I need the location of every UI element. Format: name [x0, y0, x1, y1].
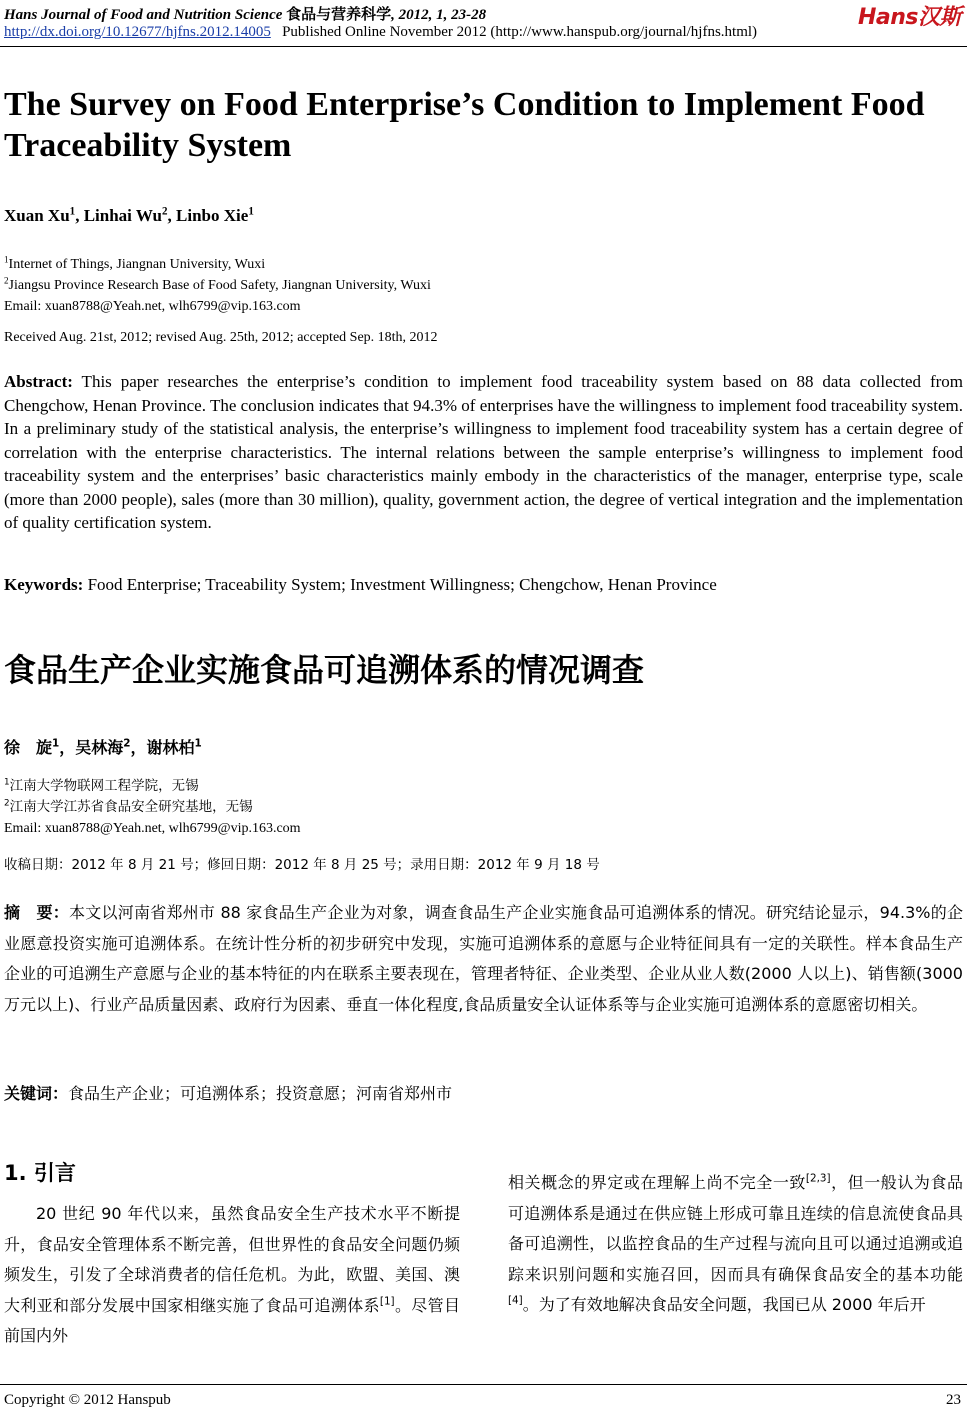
body-text: 。为了有效地解决食品安全问题，我国已从 2000 年后开: [522, 1295, 926, 1314]
affiliations-cn: [4, 776, 301, 839]
authors-cn: [4, 735, 202, 758]
hans-logo: Hans汉斯: [857, 5, 961, 30]
affiliation: [4, 776, 301, 797]
author-sep: ,: [167, 206, 177, 225]
keywords-cn-text: 食品生产企业；可追溯体系；投资意愿；河南省郑州市: [68, 1084, 453, 1103]
author-aff: 1: [69, 205, 76, 218]
header-rule: [0, 46, 967, 47]
section-heading: 1. 引言: [4, 1161, 76, 1185]
journal-name-cn: 食品与营养科学: [286, 7, 392, 23]
section1-right-column: [508, 1168, 963, 1321]
aff-text: 江南大学江苏省食品安全研究基地，无锡: [9, 799, 253, 815]
author-sep: ，: [130, 738, 147, 757]
author-sep: ,: [75, 206, 84, 225]
journal-name: Hans Journal of Food and Nutrition Science: [4, 7, 283, 23]
abstract-en: [4, 370, 963, 535]
keywords-cn-label: 关键词：: [4, 1084, 69, 1103]
abstract-label: Abstract:: [4, 372, 73, 391]
citation[interactable]: [1]: [379, 1295, 395, 1308]
author-sep: ，: [59, 738, 76, 757]
aff-num: 2: [4, 275, 9, 286]
aff-text: Jiangsu Province Research Base of Food Safety, Jiangnan University, Wuxi: [8, 278, 431, 293]
author-aff: 1: [52, 737, 60, 750]
paper-title-en: The Survey on Food Enterprise’s Condition to Implement Food Traceability System: [4, 86, 925, 164]
received-en: Received Aug. 21st, 2012; revised Aug. 25th, 2012; accepted Sep. 18th, 2012: [4, 330, 438, 345]
received-cn: 收稿日期：2012 年 8 月 21 号；修回日期：2012 年 8 月 25 号；录用日期：2012 年 9 月 18 号: [4, 857, 600, 873]
footer-rule: [0, 1384, 967, 1385]
aff-num: 1: [4, 777, 10, 788]
journal-header: [4, 3, 486, 24]
email-cn: Email: xuan8788@Yeah.net, wlh6799@vip.163.com: [4, 821, 301, 836]
author-name: Xuan Xu: [4, 206, 70, 225]
paper-title-cn: 食品生产企业实施食品可追溯体系的情况调查: [4, 651, 645, 689]
abstract-cn-text: 本文以河南省郑州市 88 家食品生产企业为对象，调查食品生产企业实施食品可追溯体系的情况。研究结论显示，94.3%的企业愿意投资实施可追溯体系。在统计性分析的初步研究中发现，实施可追溯体系的意愿与企业特征间具有一定的关联性。样本食品生产企业的可追溯生产意愿与企业的基本特征的内在联系主要表现在，管理者特征、企业类型、企业从业人数(2000 人以上)、销售额(3000 万元以上)、行业产品质量因素、政府行为因素、垂直一体化程度,食品质量安全认证体系等与企业实施可追溯体系的意愿密切相关。: [4, 903, 963, 1014]
keywords-cn: [4, 1079, 963, 1110]
aff-text: Internet of Things, Jiangnan University, Wuxi: [8, 257, 266, 272]
affiliation: [4, 797, 301, 818]
affiliation: [4, 275, 431, 296]
author-name-cn: 吴林海: [75, 738, 124, 757]
body-text: 20 世纪 90 年代以来，虽然食品安全生产技术水平不断提升，食品安全管理体系不断完善，但世界性的食品安全问题仍频频发生，引发了全球消费者的信任危机。为此，欧盟、美国、澳大利亚和部分发展中国家相继实施了食品可追溯体系: [4, 1204, 460, 1315]
email-en: Email: xuan8788@Yeah.net, wlh6799@vip.163.com: [4, 299, 301, 314]
body-text: 相关概念的界定或在理解上尚不完全一致: [508, 1173, 806, 1192]
author-name-cn: 谢林柏: [146, 738, 195, 757]
keywords-label: Keywords:: [4, 575, 84, 594]
aff-num: 1: [4, 254, 9, 265]
affiliations-en: [4, 254, 431, 317]
section1-left-column: [4, 1199, 460, 1352]
abstract-cn: [4, 898, 963, 1020]
abstract-text: This paper researches the enterprise’s condition to implement food traceability system based on 88 data collected from Chengchow, Henan Province. The conclusion indicates that 94.3% of enterprises have the willingness to implement food traceability system. In a preliminary study of the statistical analysis, the enterprise’s willingness to implement food traceability system has a certain degree of correlation with the enterprise characteristics. The internal relations between the sample enterprise’s willingness to implement food traceability system and the enterprises’ basic characteristics mainly embody in the characteristics of the manager, enterprise type, scale (more than 2000 people), sales (more than 30 million), quality, government action, the degree of vertical integration and the implementation of quality certification system.: [4, 372, 963, 532]
author-aff: 1: [248, 205, 254, 218]
journal-volume: , 2012, 1, 23-28: [391, 7, 487, 23]
author-aff: 2: [123, 737, 131, 750]
aff-num: 2: [4, 798, 10, 809]
author-name-cn: 徐 旋: [4, 738, 53, 757]
keywords-en: [4, 573, 963, 597]
author-aff: 2: [162, 205, 168, 218]
author-aff: 1: [194, 737, 202, 750]
citation[interactable]: [4]: [508, 1294, 523, 1307]
body-text: ，但一般认为食品可追溯体系是通过在供应链上形成可靠且连续的信息流使食品具备可追溯性，以监控食品的生产过程与流向且可以通过追溯或追踪来识别问题和实施召回，因而具有确保食品安全的基本功能: [508, 1173, 963, 1284]
author-name: Linhai Wu: [83, 206, 162, 225]
citation[interactable]: [2,3]: [805, 1172, 831, 1185]
doi-link[interactable]: http://dx.doi.org/10.12677/hjfns.2012.14005: [4, 24, 271, 40]
keywords-text: Food Enterprise; Traceability System; Investment Willingness; Chengchow, Henan Province: [83, 575, 717, 594]
body-text: 。尽管目前国内外: [4, 1295, 460, 1345]
author-name: Linbo Xie: [176, 206, 249, 225]
doi-line: [4, 24, 757, 41]
published-online: Published Online November 2012 (http://www.hanspub.org/journal/hjfns.html): [282, 24, 758, 40]
page-number: 23: [946, 1392, 961, 1408]
affiliation: [4, 254, 431, 275]
authors-en: [4, 206, 254, 226]
copyright: Copyright © 2012 Hanspub: [4, 1392, 171, 1408]
aff-text: 江南大学物联网工程学院，无锡: [9, 778, 199, 794]
abstract-cn-label: 摘 要：: [4, 903, 69, 922]
